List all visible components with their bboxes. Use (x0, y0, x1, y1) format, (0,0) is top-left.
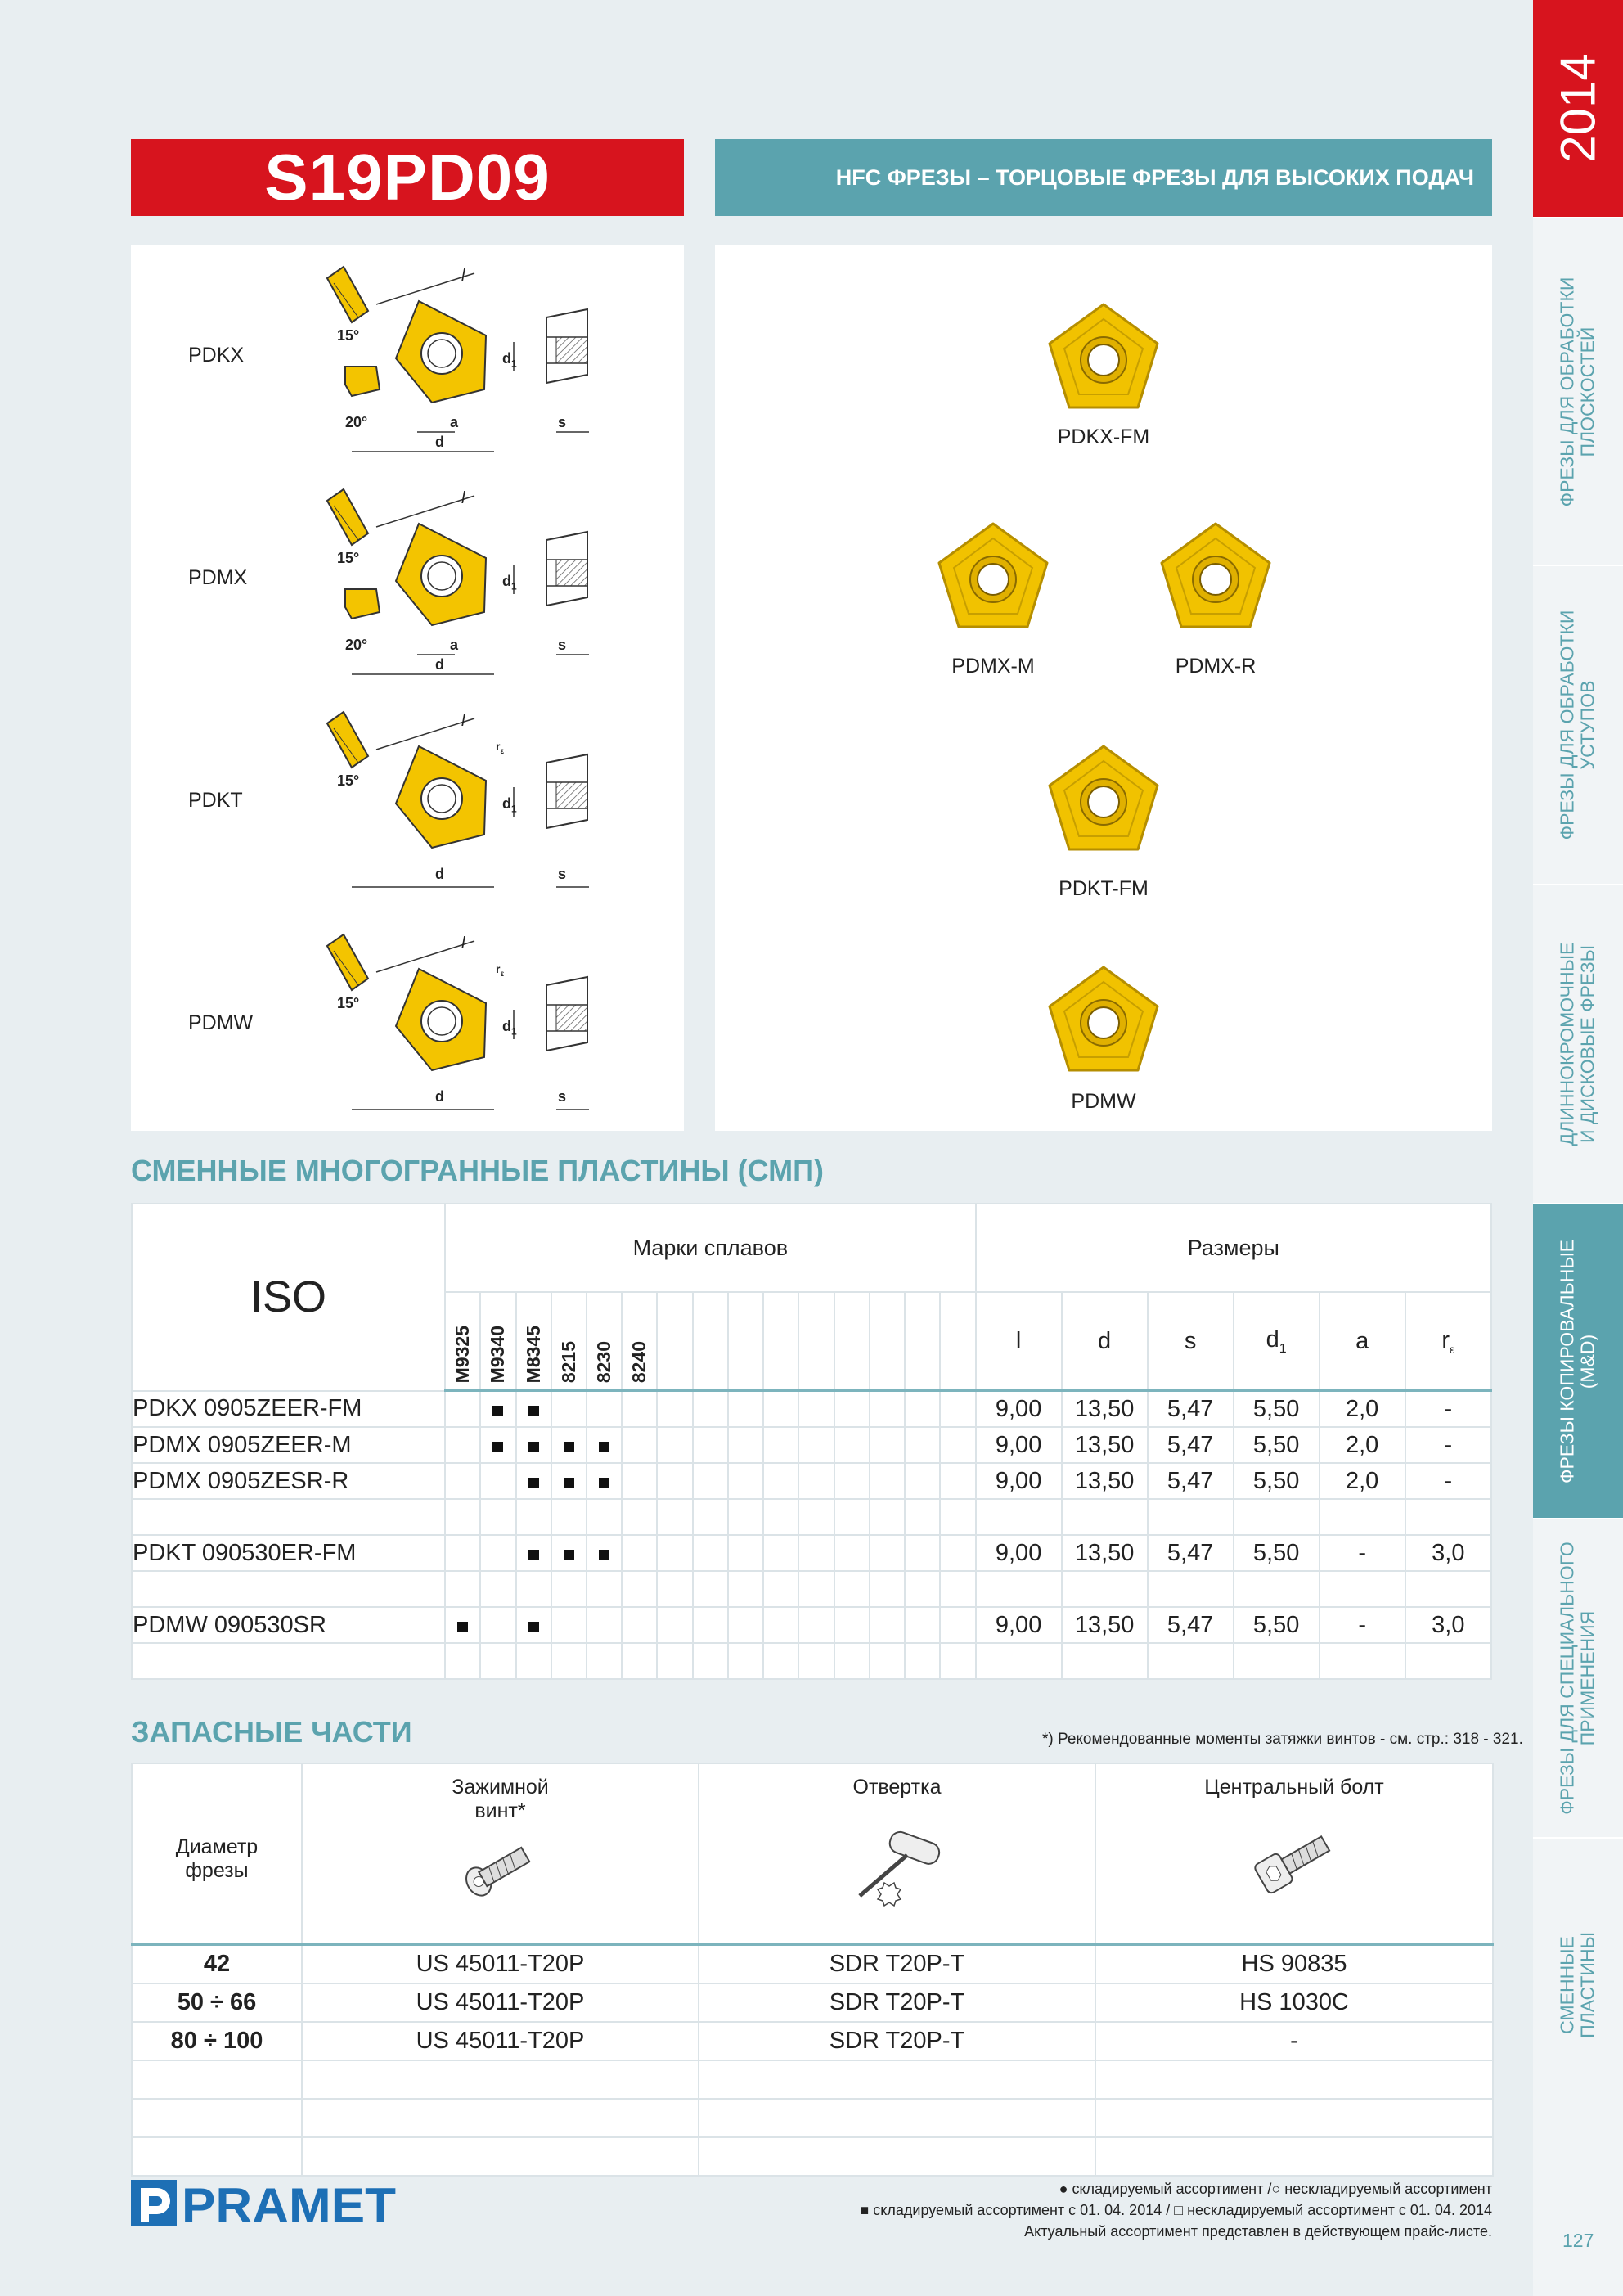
tab-label-line1: ФРЕЗЫ КОПИРОВАЛЬНЫЕ (1556, 1239, 1578, 1483)
dim-cell-d1: 5,50 (1234, 1607, 1320, 1643)
table-row (132, 1607, 1491, 1643)
driver-cell: SDR T20P-T (699, 1983, 1095, 2022)
dim-cell-a: 2,0 (1320, 1427, 1405, 1463)
dim-header-s: s (1148, 1292, 1234, 1391)
tab-label-line2: ПЛОСКОСТЕЙ (1577, 326, 1598, 457)
angle-label: 20° (345, 637, 368, 653)
dim-header-a: a (1320, 1292, 1405, 1391)
driver-header: Отвертка (699, 1763, 1095, 1945)
dim-cell-a (1320, 1571, 1405, 1607)
tab-long-edge-disc[interactable] (1533, 884, 1623, 1203)
pramet-logo (131, 2177, 401, 2233)
grade-header: M9325 (445, 1292, 480, 1391)
pramet-logo-mark (131, 2177, 401, 2229)
dim-cell-s: 5,47 (1148, 1427, 1234, 1463)
dim-label: s (558, 414, 567, 430)
photo-pdkt-fm (1050, 746, 1158, 849)
dim-cell-s: 5,47 (1148, 1463, 1234, 1499)
stock-mark (599, 1442, 609, 1452)
dim-label: d (435, 1088, 444, 1105)
photo-pdmx-m (939, 524, 1047, 627)
dim-label: d (435, 866, 444, 882)
dim-cell-s: 5,47 (1148, 1607, 1234, 1643)
dim-cell-s: 5,47 (1148, 1391, 1234, 1428)
table-row (132, 1427, 1491, 1463)
stock-mark (528, 1622, 539, 1632)
screw-cell (302, 2099, 699, 2137)
insert-code: PDMX 0905ZESR-R (132, 1463, 445, 1499)
dim-cell-d: 13,50 (1062, 1463, 1148, 1499)
photo-label: PDMW (1071, 1090, 1136, 1113)
dim-cell-a: - (1320, 1607, 1405, 1643)
dim-cell-l (976, 1499, 1062, 1535)
screw-cell (302, 2060, 699, 2099)
dim-cell-r: - (1405, 1427, 1491, 1463)
clamp-screw-icon (456, 1828, 546, 1910)
stock-mark (528, 1550, 539, 1560)
table-row (132, 1391, 1491, 1428)
spare-parts-table (131, 1763, 1492, 2177)
stock-mark (564, 1550, 574, 1560)
dim-label: $d_1$ (502, 350, 517, 370)
legend (860, 2178, 1492, 2242)
angle-label: 20° (345, 414, 368, 430)
tab-label-line1: ФРЕЗЫ ДЛЯ ОБРАБОТКИ (1556, 277, 1578, 506)
table-row (132, 1499, 1491, 1535)
grade-cell (551, 1463, 587, 1499)
tab-special[interactable] (1533, 1518, 1623, 1837)
tab-label-line1: ФРЕЗЫ ДЛЯ СПЕЦИАЛЬНОГО (1556, 1542, 1578, 1815)
diameter-cell (132, 2060, 302, 2099)
series-title: S19PD09 (131, 139, 684, 216)
dim-header-d: d (1062, 1292, 1148, 1391)
spare-parts-heading: ЗАПАСНЫЕ ЧАСТИ (131, 1715, 412, 1749)
grade-cell (516, 1391, 551, 1428)
insert-code (132, 1499, 445, 1535)
grade-cell (587, 1427, 622, 1463)
diameter-cell: 80 ÷ 100 (132, 2022, 302, 2060)
dim-cell-s (1148, 1571, 1234, 1607)
page-number: 127 (1562, 2230, 1594, 2251)
insert-drawings-panel (131, 245, 684, 1131)
year-label: 2014 (1550, 53, 1606, 163)
driver-cell (699, 2137, 1095, 2176)
series-subtitle: HFC ФРЕЗЫ – ТОРЦОВЫЕ ФРЕЗЫ ДЛЯ ВЫСОКИХ ПОДАЧ (715, 139, 1492, 216)
stock-mark (564, 1442, 574, 1452)
insert-code: PDMW 090530SR (132, 1607, 445, 1643)
grade-cell (516, 1535, 551, 1571)
insert-code: PDKT 090530ER-FM (132, 1535, 445, 1571)
bolt-header: Центральный болт (1095, 1763, 1493, 1945)
driver-cell: SDR T20P-T (699, 2022, 1095, 2060)
bolt-cell: - (1095, 2022, 1493, 2060)
grade-cell (551, 1427, 587, 1463)
drawing-label-pdkx: PDKX (188, 344, 245, 367)
dim-cell-s (1148, 1643, 1234, 1679)
photo-label: PDMX-R (1175, 655, 1257, 678)
dim-header-r: $r_\varepsilon$ (1405, 1292, 1491, 1391)
angle-label: 15° (337, 327, 360, 344)
dim-cell-r: - (1405, 1391, 1491, 1428)
dim-cell-a (1320, 1499, 1405, 1535)
stock-mark (599, 1478, 609, 1488)
dim-header-d1: $d_1$ (1234, 1292, 1320, 1391)
dim-cell-r (1405, 1571, 1491, 1607)
dim-cell-s: 5,47 (1148, 1535, 1234, 1571)
dim-cell-d1 (1234, 1499, 1320, 1535)
diameter-header: Диаметр фрезы (132, 1763, 302, 1945)
screw-cell: US 45011-T20P (302, 1983, 699, 2022)
dim-cell-r: 3,0 (1405, 1607, 1491, 1643)
dim-cell-d (1062, 1499, 1148, 1535)
angle-label: 15° (337, 772, 360, 789)
photo-pdmx-r (1162, 524, 1270, 627)
spare-parts-note: *) Рекомендованные моменты затяжки винтов - см. стр.: 318 - 321. (1042, 1731, 1523, 1748)
tab-label-line1: СМЕННЫЕ (1556, 1936, 1578, 2034)
dim-cell-l: 9,00 (976, 1607, 1062, 1643)
dim-cell-d (1062, 1571, 1148, 1607)
grade-cell (551, 1535, 587, 1571)
stock-mark (564, 1478, 574, 1488)
dim-label: s (558, 637, 567, 653)
photo-pdmw (1050, 967, 1158, 1070)
insert-drawings (131, 245, 684, 1131)
table-row (132, 1463, 1491, 1499)
stock-mark (528, 1442, 539, 1452)
stock-mark (528, 1406, 539, 1416)
screw-cell (302, 2137, 699, 2176)
grade-cell (480, 1391, 515, 1428)
diameter-cell: 50 ÷ 66 (132, 1983, 302, 2022)
angle-label: 15° (337, 550, 360, 566)
inserts-heading: СМЕННЫЕ МНОГОГРАННЫЕ ПЛАСТИНЫ (СМП) (131, 1154, 825, 1187)
grade-cell (516, 1427, 551, 1463)
dim-cell-d1: 5,50 (1234, 1535, 1320, 1571)
stock-mark (492, 1442, 503, 1452)
tab-inserts[interactable] (1533, 1837, 1623, 2132)
table-row (132, 1643, 1491, 1679)
stock-mark (528, 1478, 539, 1488)
insert-code (132, 1571, 445, 1607)
insert-code: PDKX 0905ZEER-FM (132, 1391, 445, 1428)
dim-label: s (558, 1088, 567, 1105)
dim-cell-r (1405, 1499, 1491, 1535)
drawing-label-pdkt: PDKT (188, 789, 243, 812)
table-row (132, 1535, 1491, 1571)
dim-cell-l: 9,00 (976, 1463, 1062, 1499)
photo-label: PDKT-FM (1059, 877, 1149, 900)
grade-header: M9340 (480, 1292, 515, 1391)
grade-cell (587, 1535, 622, 1571)
drawing-pdmw (327, 934, 589, 1110)
dim-cell-d1: 5,50 (1234, 1463, 1320, 1499)
dim-cell-d: 13,50 (1062, 1535, 1148, 1571)
bolt-cell: HS 90835 (1095, 1945, 1493, 1984)
dim-cell-d1 (1234, 1643, 1320, 1679)
grade-cell (480, 1427, 515, 1463)
stock-mark (457, 1622, 468, 1632)
bolt-cell (1095, 2137, 1493, 2176)
dim-cell-r: 3,0 (1405, 1535, 1491, 1571)
stock-mark (599, 1550, 609, 1560)
dim-label: d (435, 656, 444, 673)
drawing-label-pdmx: PDMX (188, 566, 248, 589)
dim-cell-a: - (1320, 1535, 1405, 1571)
table-row (132, 1983, 1493, 2022)
insert-code: PDMX 0905ZEER-M (132, 1427, 445, 1463)
photo-pdkx-fm (1050, 304, 1158, 407)
drawing-label-pdmw: PDMW (188, 1011, 254, 1034)
stock-mark (492, 1406, 503, 1416)
dim-cell-a: 2,0 (1320, 1391, 1405, 1428)
grade-cell (587, 1463, 622, 1499)
screw-cell: US 45011-T20P (302, 1945, 699, 1984)
tab-label-line2: УСТУПОВ (1577, 680, 1598, 770)
dim-cell-d: 13,50 (1062, 1607, 1148, 1643)
dim-cell-d (1062, 1643, 1148, 1679)
table-row (132, 1945, 1493, 1984)
dim-cell-d: 13,50 (1062, 1427, 1148, 1463)
legend-line: ● складируемый ассортимент /○ нескладируемый ассортимент (1059, 2181, 1492, 2197)
year-tab (1533, 0, 1623, 217)
insert-photos (715, 245, 1492, 1131)
dim-label: $d_1$ (502, 573, 517, 592)
dim-header-l: l (976, 1292, 1062, 1391)
brand-name: PRAMET (182, 2178, 396, 2229)
tab-label-line2: (M&D) (1577, 1334, 1598, 1389)
dim-cell-r: - (1405, 1463, 1491, 1499)
angle-label: 15° (337, 995, 360, 1011)
dim-cell-l (976, 1571, 1062, 1607)
dim-label: l (461, 934, 465, 952)
screwdriver-icon (840, 1821, 955, 1911)
tab-label-line2: ПЛАСТИНЫ (1577, 1932, 1598, 2038)
dim-label: a (450, 414, 459, 430)
dim-cell-r (1405, 1643, 1491, 1679)
screw-header: Зажимной винт* (302, 1763, 699, 1945)
iso-header: ISO (132, 1204, 445, 1391)
grade-cell (516, 1463, 551, 1499)
diameter-cell: 42 (132, 1945, 302, 1984)
dim-cell-a (1320, 1643, 1405, 1679)
bolt-cell (1095, 2060, 1493, 2099)
tab-label-line1: ДЛИННОКРОМОЧНЫЕ (1556, 942, 1578, 1146)
table-row (132, 2099, 1493, 2137)
tab-label-line2: И ДИСКОВЫЕ ФРЕЗЫ (1577, 944, 1598, 1144)
dim-cell-l: 9,00 (976, 1427, 1062, 1463)
insert-photos-panel (715, 245, 1492, 1131)
grade-header: 8215 (551, 1292, 587, 1391)
dim-cell-l (976, 1643, 1062, 1679)
legend-line: ■ складируемый ассортимент с 01. 04. 2014 / □ нескладируемый ассортимент с 01. 04. 2014 (860, 2202, 1492, 2218)
grade-cell (445, 1607, 480, 1643)
bolt-cell (1095, 2099, 1493, 2137)
driver-cell (699, 2099, 1095, 2137)
dim-cell-l: 9,00 (976, 1535, 1062, 1571)
dim-label: $d_1$ (502, 795, 517, 815)
driver-cell: SDR T20P-T (699, 1945, 1095, 1984)
dim-label: d (435, 434, 444, 450)
grade-cell (516, 1607, 551, 1643)
dim-label: $d_1$ (502, 1018, 517, 1038)
insert-code (132, 1643, 445, 1679)
dim-label: s (558, 866, 567, 882)
photo-label: PDMX-M (951, 655, 1035, 678)
diameter-cell (132, 2099, 302, 2137)
table-row (132, 2137, 1493, 2176)
grade-header: 8230 (587, 1292, 622, 1391)
drawing-pdkt (327, 712, 589, 887)
center-bolt-icon (1245, 1821, 1343, 1902)
driver-cell (699, 2060, 1095, 2099)
grades-header: Марки сплавов (445, 1204, 976, 1292)
dim-cell-d: 13,50 (1062, 1391, 1148, 1428)
dim-cell-a: 2,0 (1320, 1463, 1405, 1499)
dim-cell-l: 9,00 (976, 1391, 1062, 1428)
dim-cell-d1 (1234, 1571, 1320, 1607)
inserts-table (131, 1203, 1492, 1680)
grade-header: 8240 (622, 1292, 657, 1391)
bolt-cell: HS 1030C (1095, 1983, 1493, 2022)
screw-cell: US 45011-T20P (302, 2022, 699, 2060)
dim-label: $r_\varepsilon$ (496, 962, 505, 979)
tab-shoulder-milling[interactable] (1533, 565, 1623, 884)
dim-cell-s (1148, 1499, 1234, 1535)
dim-cell-d1: 5,50 (1234, 1427, 1320, 1463)
grade-header: M8345 (516, 1292, 551, 1391)
table-row (132, 1571, 1491, 1607)
photo-label: PDKX-FM (1057, 425, 1150, 448)
dimensions-header: Размеры (976, 1204, 1491, 1292)
table-row (132, 2060, 1493, 2099)
dim-label: a (450, 637, 459, 653)
table-row (132, 2022, 1493, 2060)
dim-label: l (461, 712, 465, 730)
dim-label: l (461, 489, 465, 507)
dim-label: $r_\varepsilon$ (496, 740, 505, 756)
dim-label: l (461, 267, 465, 285)
legend-line: Актуальный ассортимент представлен в действующем прайс-листе. (1024, 2223, 1492, 2240)
tab-face-milling[interactable] (1533, 217, 1623, 565)
tab-label-line2: ПРИМЕНЕНИЯ (1577, 1610, 1598, 1746)
tab-copy-milling[interactable] (1533, 1203, 1623, 1518)
dim-cell-d1: 5,50 (1234, 1391, 1320, 1428)
tab-label-line1: ФРЕЗЫ ДЛЯ ОБРАБОТКИ (1556, 610, 1578, 840)
diameter-cell (132, 2137, 302, 2176)
